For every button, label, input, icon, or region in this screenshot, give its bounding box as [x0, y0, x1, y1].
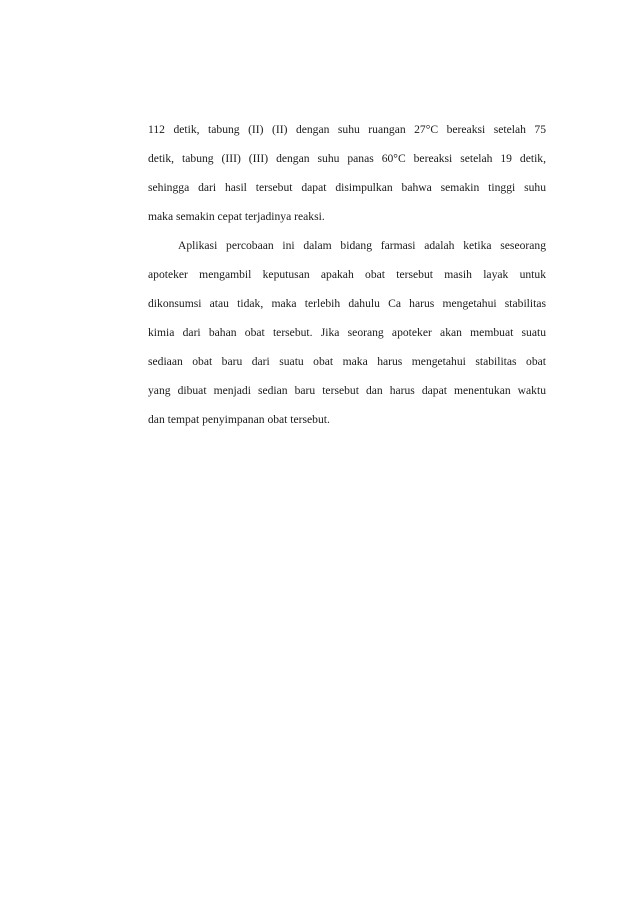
text-line: dikonsumsi atau tidak, maka terlebih dahulu Ca harus mengetahui stabilitas	[148, 297, 546, 310]
text-line: Aplikasi percobaan ini dalam bidang farmasi adalah ketika seseorang	[178, 239, 546, 252]
paragraph-2	[148, 236, 546, 439]
text-line: dan tempat penyimpanan obat tersebut.	[148, 413, 330, 426]
text-line: yang dibuat menjadi sedian baru tersebut dan harus dapat menentukan waktu	[148, 384, 546, 397]
text-line: sediaan obat baru dari suatu obat maka harus mengetahui stabilitas obat	[148, 355, 546, 368]
body-text	[148, 120, 546, 439]
text-line: apoteker mengambil keputusan apakah obat tersebut masih layak untuk	[148, 268, 546, 281]
text-line: sehingga dari hasil tersebut dapat disimpulkan bahwa semakin tinggi suhu	[148, 181, 546, 194]
text-line: maka semakin cepat terjadinya reaksi.	[148, 210, 325, 223]
text-line: 112 detik, tabung (II) (II) dengan suhu ruangan 27°C bereaksi setelah 75	[148, 123, 546, 136]
text-line: detik, tabung (III) (III) dengan suhu panas 60°C bereaksi setelah 19 detik,	[148, 152, 546, 165]
text-line: kimia dari bahan obat tersebut. Jika seorang apoteker akan membuat suatu	[148, 326, 546, 339]
paragraph-1	[148, 120, 546, 236]
